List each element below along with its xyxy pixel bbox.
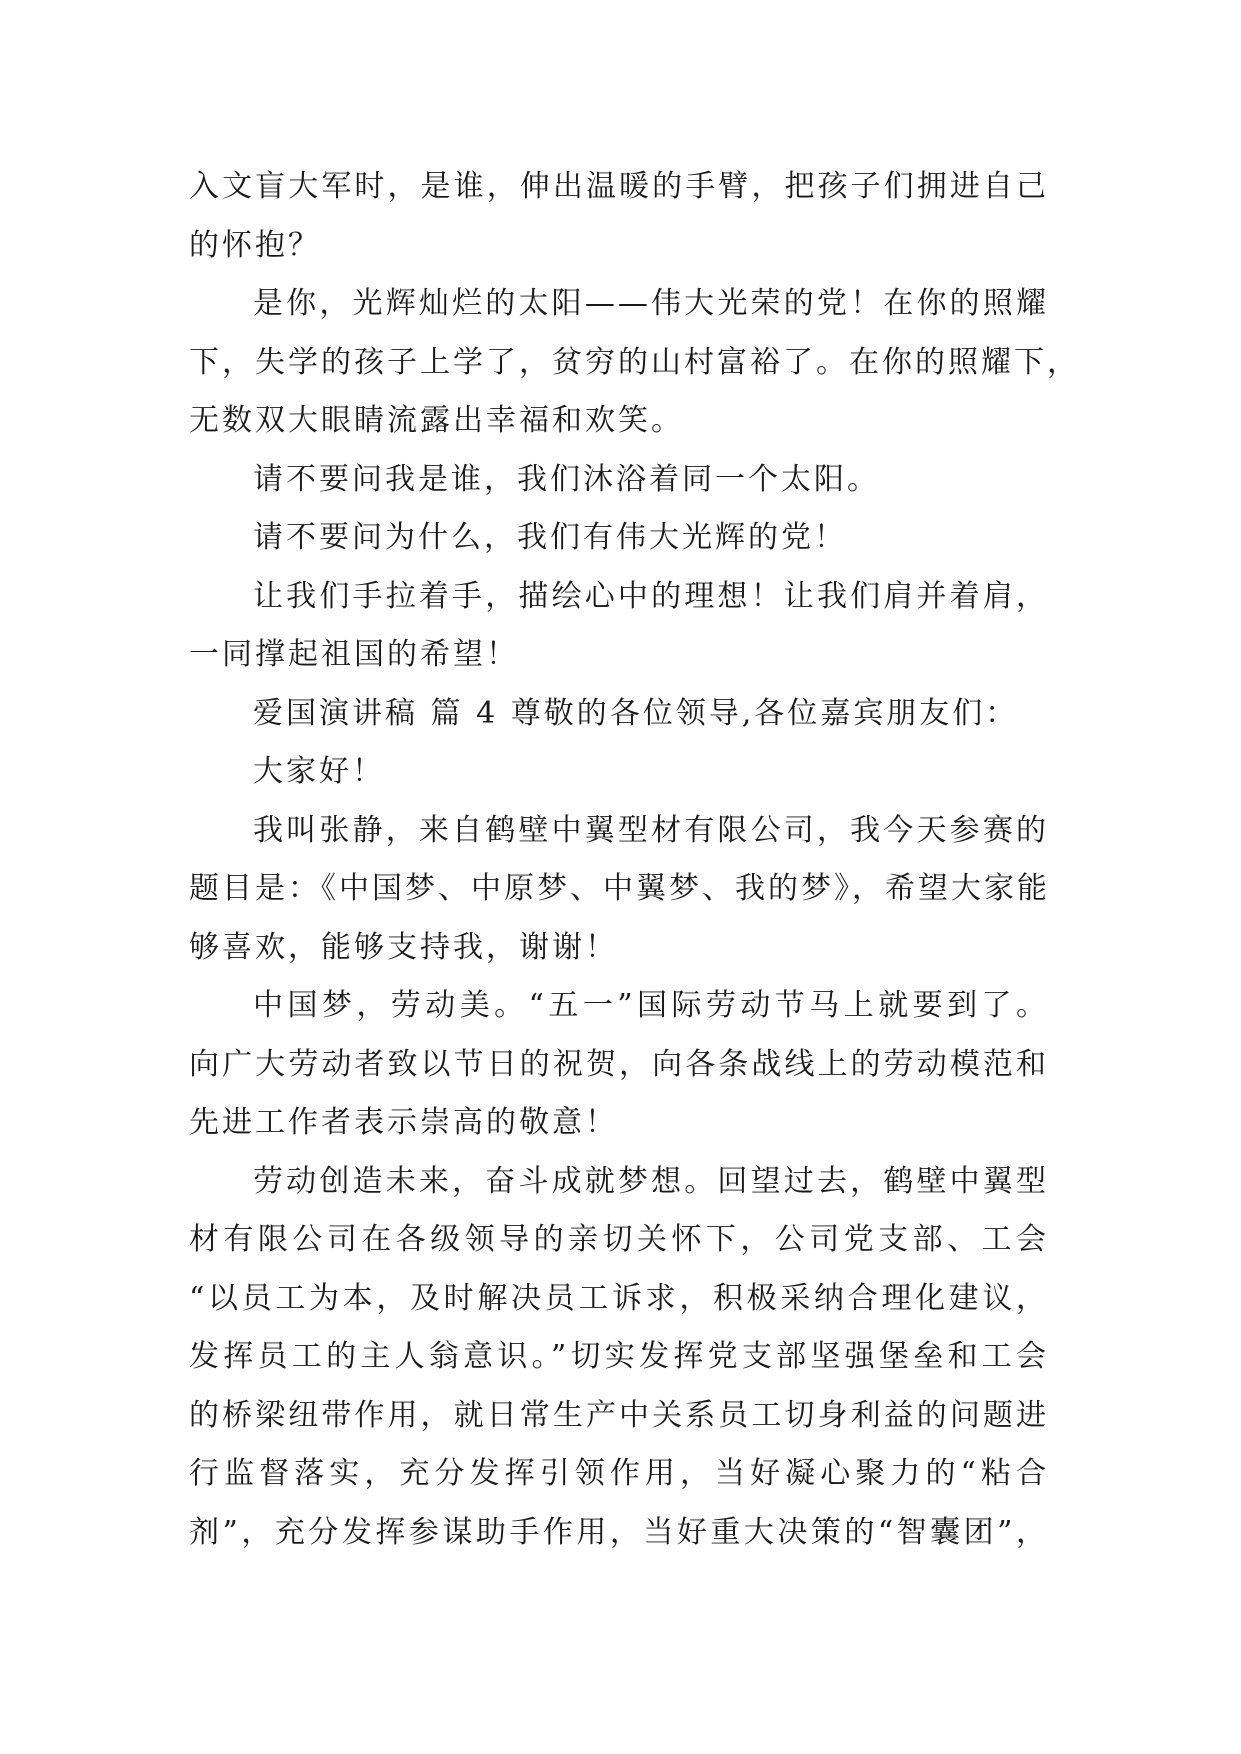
paragraph-start-line: 中国梦，劳动美。“五一”国际劳动节马上就要到了。 — [253, 988, 1049, 1023]
paragraph-start-line: 劳动创造未来，奋斗成就梦想。回望过去，鹤壁中翼型 — [253, 1163, 1049, 1199]
text-line: 行监督落实，充分发挥引领作用，当好凝心聚力的“粘合 — [189, 1456, 1049, 1491]
text-line: 向广大劳动者致以节日的祝贺，向各条战线上的劳动模范和 — [189, 1046, 1049, 1082]
paragraph-start-line: 我叫张静，来自鹤壁中翼型材有限公司，我今天参赛的 — [253, 812, 1049, 848]
paragraph-start-line: 大家好！ — [253, 754, 385, 789]
paragraph-start-line: 是你，光辉灿烂的太阳——伟大光荣的党！在你的照耀 — [253, 286, 1049, 321]
text-line: 一同撑起祖国的希望！ — [189, 637, 519, 672]
text-line: 先进工作者表示崇高的敬意！ — [189, 1105, 618, 1140]
text-line: 剂”，充分发挥参谋助手作用，当好重大决策的“智囊团”， — [189, 1514, 1049, 1550]
document-body — [189, 158, 1080, 1562]
text-line: 无数双大眼睛流露出幸福和欢笑。 — [189, 403, 684, 438]
text-line: 够喜欢，能够支持我，谢谢！ — [189, 929, 618, 965]
text-line: 下，失学的孩子上学了，贫穷的山村富裕了。在你的照耀下， — [189, 344, 1080, 380]
paragraph-start-line: 请不要问我是谁，我们沐浴着同一个太阳。 — [253, 461, 880, 497]
text-line: “以员工为本，及时解决员工诉求，积极采纳合理化建议， — [189, 1280, 1049, 1316]
text-line: 入文盲大军时，是谁，伸出温暖的手臂，把孩子们拥进自己 — [189, 169, 1049, 204]
text-line: 材有限公司在各级领导的亲切关怀下，公司党支部、工会 — [189, 1222, 1049, 1257]
text-line: 题目是：《中国梦、中原梦、中翼梦、我的梦》，希望大家能 — [189, 871, 1050, 906]
paragraph-start-line: 请不要问为什么，我们有伟大光辉的党！ — [253, 520, 847, 555]
paragraph-start-line: 爱国演讲稿 篇 4 尊敬的各位领导,各位嘉宾朋友们： — [253, 695, 1019, 731]
text-line: 的怀抱？ — [189, 227, 321, 263]
text-line: 发挥员工的主人翁意识。”切实发挥党支部坚强堡垒和工会 — [189, 1339, 1049, 1374]
text-line: 的桥梁纽带作用，就日常生产中关系员工切身利益的问题进 — [189, 1397, 1049, 1433]
paragraph-start-line: 让我们手拉着手，描绘心中的理想！让我们肩并着肩， — [253, 578, 1049, 614]
